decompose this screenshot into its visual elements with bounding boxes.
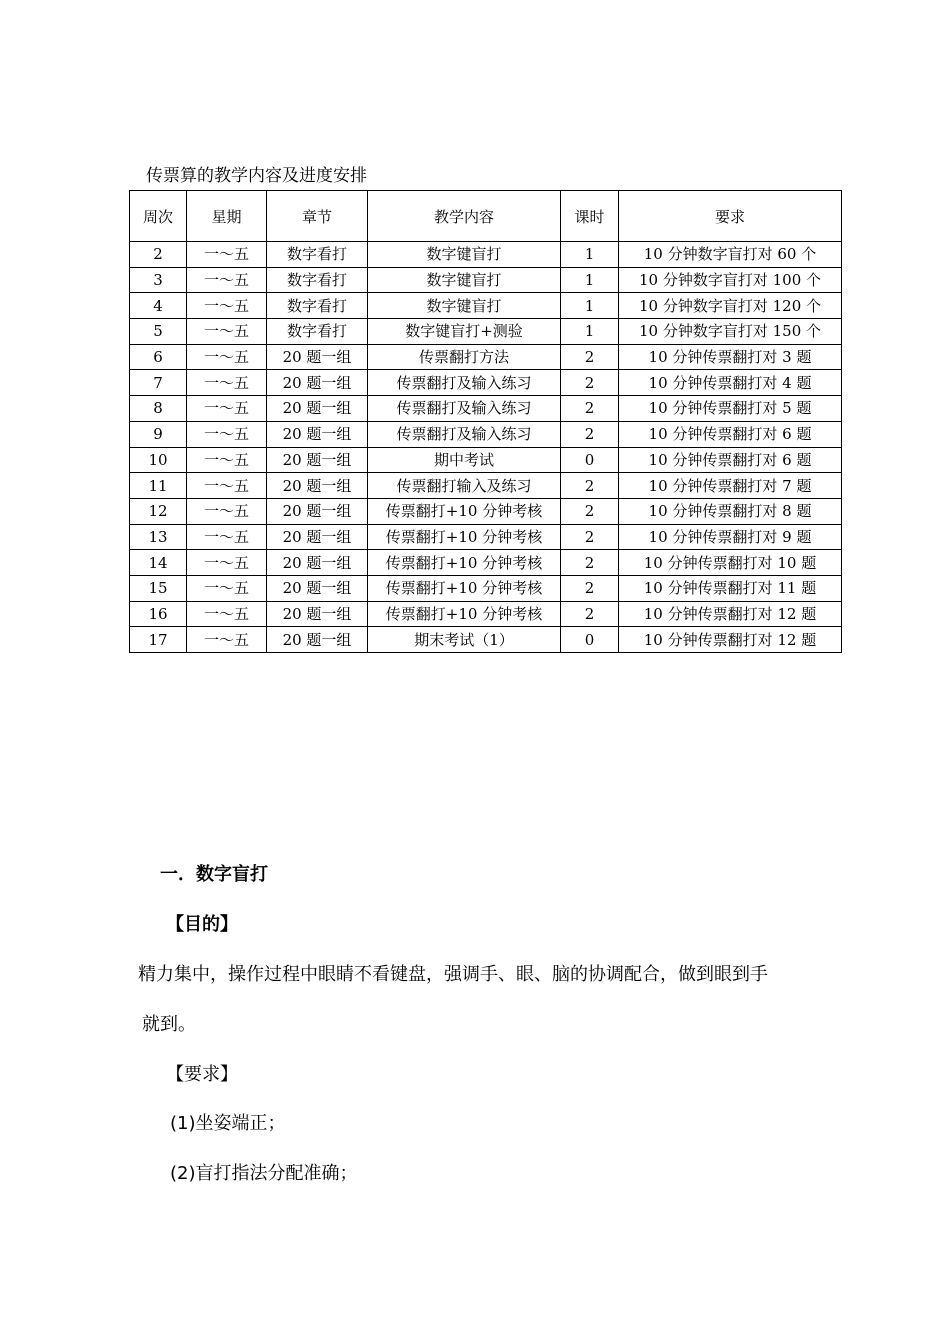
- cell-chapter: 20 题一组: [267, 447, 368, 473]
- cell-week: 2: [130, 242, 187, 268]
- cell-content: 传票翻打方法: [368, 344, 561, 370]
- cell-requirement: 10 分钟传票翻打对 9 题: [619, 524, 842, 550]
- cell-hours: 0: [561, 447, 619, 473]
- cell-weekday: 一～五: [187, 267, 267, 293]
- table-row: [130, 267, 842, 293]
- table-header-row: [130, 191, 842, 242]
- schedule-table: [129, 190, 842, 653]
- cell-requirement: 10 分钟传票翻打对 12 题: [619, 627, 842, 653]
- cell-hours: 2: [561, 370, 619, 396]
- cell-chapter: 20 题一组: [267, 601, 368, 627]
- cell-hours: 1: [561, 267, 619, 293]
- cell-hours: 0: [561, 627, 619, 653]
- cell-content: 数字键盲打+测验: [368, 319, 561, 345]
- cell-hours: 2: [561, 550, 619, 576]
- cell-weekday: 一～五: [187, 293, 267, 319]
- cell-chapter: 20 题一组: [267, 575, 368, 601]
- cell-requirement: 10 分钟传票翻打对 7 题: [619, 473, 842, 499]
- table-row: [130, 627, 842, 653]
- cell-chapter: 20 题一组: [267, 344, 368, 370]
- cell-hours: 2: [561, 421, 619, 447]
- cell-requirement: 10 分钟传票翻打对 3 题: [619, 344, 842, 370]
- requirement-item-1: (1)坐姿端正；: [170, 1113, 286, 1134]
- cell-hours: 2: [561, 473, 619, 499]
- header-hours: 课时: [561, 191, 619, 242]
- cell-content: 数字键盲打: [368, 293, 561, 319]
- cell-week: 16: [130, 601, 187, 627]
- table-row: [130, 550, 842, 576]
- requirements-label: 【要求】: [166, 1064, 238, 1085]
- cell-hours: 1: [561, 242, 619, 268]
- cell-week: 13: [130, 524, 187, 550]
- cell-weekday: 一～五: [187, 242, 267, 268]
- cell-requirement: 10 分钟传票翻打对 12 题: [619, 601, 842, 627]
- cell-chapter: 20 题一组: [267, 550, 368, 576]
- table-row: [130, 344, 842, 370]
- table-row: [130, 575, 842, 601]
- cell-week: 14: [130, 550, 187, 576]
- table-row: [130, 421, 842, 447]
- cell-weekday: 一～五: [187, 344, 267, 370]
- cell-weekday: 一～五: [187, 524, 267, 550]
- cell-week: 7: [130, 370, 187, 396]
- cell-requirement: 10 分钟数字盲打对 150 个: [619, 319, 842, 345]
- table-row: [130, 601, 842, 627]
- cell-content: 传票翻打及输入练习: [368, 421, 561, 447]
- cell-requirement: 10 分钟数字盲打对 60 个: [619, 242, 842, 268]
- cell-content: 传票翻打及输入练习: [368, 396, 561, 422]
- table-caption: 传票算的教学内容及进度安排: [146, 166, 367, 186]
- section-heading: 一．数字盲打: [160, 864, 268, 885]
- cell-weekday: 一～五: [187, 473, 267, 499]
- table-row: [130, 447, 842, 473]
- cell-content: 传票翻打+10 分钟考核: [368, 601, 561, 627]
- cell-chapter: 20 题一组: [267, 627, 368, 653]
- cell-chapter: 数字看打: [267, 319, 368, 345]
- cell-weekday: 一～五: [187, 447, 267, 473]
- cell-chapter: 20 题一组: [267, 498, 368, 524]
- cell-chapter: 数字看打: [267, 242, 368, 268]
- cell-content: 传票翻打输入及练习: [368, 473, 561, 499]
- cell-content: 传票翻打+10 分钟考核: [368, 575, 561, 601]
- header-weekday: 星期: [187, 191, 267, 242]
- cell-hours: 1: [561, 319, 619, 345]
- cell-chapter: 20 题一组: [267, 421, 368, 447]
- cell-week: 10: [130, 447, 187, 473]
- cell-requirement: 10 分钟数字盲打对 100 个: [619, 267, 842, 293]
- cell-week: 11: [130, 473, 187, 499]
- cell-requirement: 10 分钟传票翻打对 10 题: [619, 550, 842, 576]
- cell-content: 传票翻打及输入练习: [368, 370, 561, 396]
- cell-week: 4: [130, 293, 187, 319]
- cell-week: 5: [130, 319, 187, 345]
- cell-requirement: 10 分钟数字盲打对 120 个: [619, 293, 842, 319]
- cell-chapter: 20 题一组: [267, 396, 368, 422]
- cell-chapter: 20 题一组: [267, 370, 368, 396]
- table-row: [130, 293, 842, 319]
- cell-requirement: 10 分钟传票翻打对 4 题: [619, 370, 842, 396]
- cell-week: 17: [130, 627, 187, 653]
- table-row: [130, 473, 842, 499]
- table-row: [130, 319, 842, 345]
- cell-weekday: 一～五: [187, 370, 267, 396]
- cell-weekday: 一～五: [187, 550, 267, 576]
- cell-week: 6: [130, 344, 187, 370]
- cell-hours: 2: [561, 601, 619, 627]
- cell-weekday: 一～五: [187, 498, 267, 524]
- cell-hours: 2: [561, 344, 619, 370]
- cell-hours: 1: [561, 293, 619, 319]
- purpose-text-line2: 就到。: [142, 1014, 196, 1035]
- cell-week: 15: [130, 575, 187, 601]
- cell-content: 传票翻打+10 分钟考核: [368, 524, 561, 550]
- table-row: [130, 498, 842, 524]
- cell-chapter: 数字看打: [267, 267, 368, 293]
- cell-week: 9: [130, 421, 187, 447]
- table-row: [130, 396, 842, 422]
- cell-content: 期末考试（1）: [368, 627, 561, 653]
- cell-weekday: 一～五: [187, 421, 267, 447]
- cell-chapter: 20 题一组: [267, 524, 368, 550]
- cell-content: 数字键盲打: [368, 267, 561, 293]
- cell-hours: 2: [561, 575, 619, 601]
- cell-requirement: 10 分钟传票翻打对 6 题: [619, 421, 842, 447]
- cell-weekday: 一～五: [187, 575, 267, 601]
- cell-hours: 2: [561, 524, 619, 550]
- cell-weekday: 一～五: [187, 601, 267, 627]
- cell-requirement: 10 分钟传票翻打对 5 题: [619, 396, 842, 422]
- cell-content: 期中考试: [368, 447, 561, 473]
- header-content: 教学内容: [368, 191, 561, 242]
- cell-content: 传票翻打+10 分钟考核: [368, 550, 561, 576]
- purpose-label: 【目的】: [166, 914, 238, 935]
- cell-chapter: 数字看打: [267, 293, 368, 319]
- header-week: 周次: [130, 191, 187, 242]
- header-requirement: 要求: [619, 191, 842, 242]
- header-chapter: 章节: [267, 191, 368, 242]
- cell-content: 数字键盲打: [368, 242, 561, 268]
- cell-week: 12: [130, 498, 187, 524]
- table-row: [130, 524, 842, 550]
- cell-weekday: 一～五: [187, 396, 267, 422]
- cell-weekday: 一～五: [187, 627, 267, 653]
- cell-requirement: 10 分钟传票翻打对 11 题: [619, 575, 842, 601]
- cell-hours: 2: [561, 396, 619, 422]
- cell-requirement: 10 分钟传票翻打对 6 题: [619, 447, 842, 473]
- cell-hours: 2: [561, 498, 619, 524]
- cell-week: 3: [130, 267, 187, 293]
- cell-content: 传票翻打+10 分钟考核: [368, 498, 561, 524]
- cell-week: 8: [130, 396, 187, 422]
- cell-requirement: 10 分钟传票翻打对 8 题: [619, 498, 842, 524]
- table-row: [130, 242, 842, 268]
- table-row: [130, 370, 842, 396]
- cell-weekday: 一～五: [187, 319, 267, 345]
- cell-chapter: 20 题一组: [267, 473, 368, 499]
- requirement-item-2: (2)盲打指法分配准确；: [170, 1163, 358, 1184]
- purpose-text-line1: 精力集中，操作过程中眼睛不看键盘，强调手、眼、脑的协调配合，做到眼到手: [138, 964, 768, 985]
